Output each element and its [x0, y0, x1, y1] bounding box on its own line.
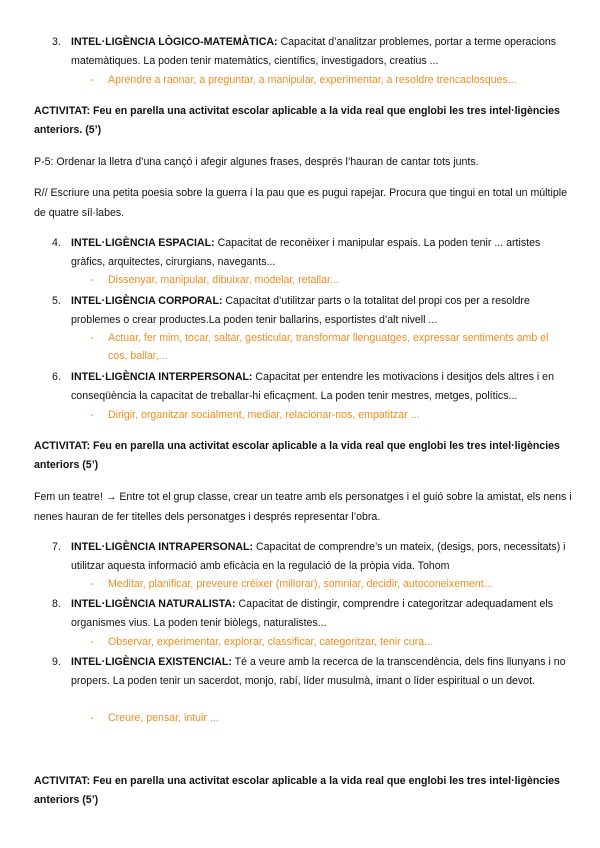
- paragraph: Fem un teatre! → Entre tot el grup classe, crear un teatre amb els personatges i el guió sobre la amistat, els nens i nenes hauran de fer titelles dels personatges i després representar l’obra.: [34, 491, 572, 523]
- example-item: [90, 330, 560, 365]
- example-text: Creure, pensar, intuir ...: [108, 712, 219, 724]
- item-description: Capacitat per entendre les motivacions i desitjos dels altres i en conseqüència la capacitat de treballar-hi eficaçment. La poden tenir mestres, metges, polítics...: [71, 371, 554, 402]
- example-text: Actuar, fer mim, tocar, saltar, gesticular, transformar llenguatges, expressar sentiments amb el cos, ballar,...: [108, 332, 549, 362]
- list-item-naturalista: [52, 595, 567, 632]
- activity-heading: ACTIVITAT: Feu en parella una activitat escolar aplicable a la vida real que englobi les tres intel·ligències anteriors (5’): [34, 775, 560, 806]
- example-item: [90, 72, 560, 90]
- list-item-intrapersonal: [52, 538, 567, 575]
- dash-bullet: -: [90, 74, 94, 86]
- example-item: [90, 576, 560, 594]
- item-description: Capacitat de comprendre’s un mateix, (desigs, pors, necessitats) i utilitzar aquesta informació amb eficàcia en la regulació de la pròpia vida. Tohom: [71, 541, 566, 572]
- example-text: Dissenyar, manipular, dibuixar, modelar, retallar...: [108, 274, 339, 286]
- dash-bullet: -: [90, 636, 94, 648]
- list-item-corporal: [52, 292, 567, 329]
- list-item-logico-matematica: [52, 33, 567, 70]
- list-item-espacial: [52, 234, 567, 271]
- item-title: INTEL·LIGÈNCIA EXISTENCIAL:: [71, 656, 232, 668]
- dash-bullet: -: [90, 409, 94, 421]
- item-number: 8.: [52, 598, 61, 610]
- example-text: Aprendre a raonar, a preguntar, a manipular, experimentar, a resoldre trencaclosques...: [108, 74, 517, 86]
- dash-bullet: -: [90, 712, 94, 724]
- item-number: 9.: [52, 656, 61, 668]
- example-item: [90, 272, 560, 290]
- paragraph: P-5: Ordenar la lletra d’una cançó i afegir algunes frases, després l’hauran de cantar tots junts.: [34, 156, 479, 168]
- item-title: INTEL·LIGÈNCIA INTRAPERSONAL:: [71, 541, 254, 553]
- item-number: 6.: [52, 371, 61, 383]
- item-description: Té a veure amb la recerca de la transcendència, dels fins llunyans i no propers. La poden tenir un sacerdot, monjo, rabí, líder musulmà, imant o líder espiritual o un devot.: [71, 656, 566, 687]
- item-description: Capacitat de reconèixer i manipular espais. La poden tenir ... artistes gràfics, arquitectes, cirurgians, navegants...: [71, 237, 541, 268]
- item-title: INTEL·LIGÈNCIA ESPACIAL:: [71, 237, 215, 249]
- example-text: Observar, experimentar, explorar, classificar, categoritzar, tenir cura...: [108, 636, 434, 648]
- item-number: 5.: [52, 295, 61, 307]
- list-item-existencial: [52, 653, 567, 690]
- list-item-interpersonal: [52, 368, 567, 405]
- example-item: [90, 407, 560, 425]
- item-number: 7.: [52, 541, 61, 553]
- dash-bullet: -: [90, 332, 94, 344]
- item-title: INTEL·LIGÈNCIA CORPORAL:: [71, 295, 223, 307]
- activity-heading: ACTIVITAT: Feu en parella una activitat escolar aplicable a la vida real que englobi les tres intel·ligències anteriors (5’): [34, 440, 560, 471]
- example-text: Meditar, planificar, preveure créixer (millorar), somniar, decidir, autoconeixement...: [108, 578, 493, 590]
- item-title: INTEL·LIGÈNCIA INTERPERSONAL:: [71, 371, 253, 383]
- item-title: INTEL·LIGÈNCIA NATURALISTA:: [71, 598, 236, 610]
- example-text: Dirigir, organitzar socialment, mediar, relacionar-nos, empatitzar ...: [108, 409, 420, 421]
- item-description: Capacitat d’analitzar problemes, portar a terme operacions matemàtiques. La poden tenir matemàtics, científics, investigadors, creatius ...: [71, 36, 557, 67]
- item-number: 4.: [52, 237, 61, 249]
- example-item: [90, 634, 560, 652]
- item-description: Capacitat d’utilitzar parts o la totalitat del propi cos per a resoldre problemes o crear productes.La poden tenir ballarins, esportistes d’alt nivell ...: [71, 295, 530, 326]
- item-number: 3.: [52, 36, 61, 48]
- dash-bullet: -: [90, 274, 94, 286]
- item-title: INTEL·LIGÈNCIA LÒGICO-MATEMÀTICA:: [71, 36, 278, 48]
- dash-bullet: -: [90, 578, 94, 590]
- item-description: Capacitat de distingir, comprendre i categoritzar adequadament els organismes vius. La poden tenir biòlegs, naturalistes...: [71, 598, 553, 629]
- example-item: [90, 710, 560, 728]
- paragraph: R// Escriure una petita poesia sobre la guerra i la pau que es pugui rapejar. Procura que tingui en total un múltiple de quatre síl·labes.: [34, 187, 567, 219]
- activity-heading: ACTIVITAT: Feu en parella una activitat escolar aplicable a la vida real que englobi les tres intel·ligències anteriors. (5’): [34, 105, 560, 136]
